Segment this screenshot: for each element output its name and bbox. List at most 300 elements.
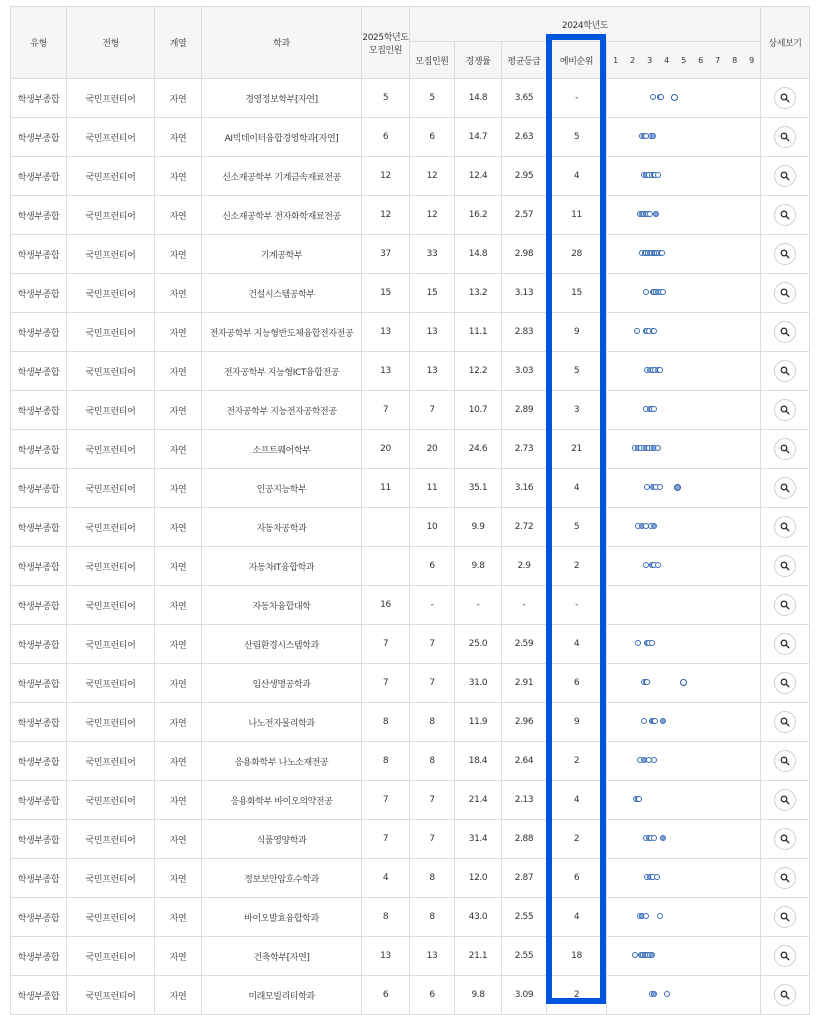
cell-field: 자연 — [155, 742, 202, 781]
cell-detail — [761, 430, 810, 469]
cell-detail — [761, 625, 810, 664]
search-icon — [780, 288, 790, 298]
cell-competition: 31.0 — [455, 664, 502, 703]
cell-type: 학생부종합 — [11, 469, 67, 508]
grade-dot — [635, 640, 641, 646]
detail-button[interactable] — [774, 789, 796, 811]
cell-waitlist: 11 — [547, 196, 607, 235]
cell-waitlist: 15 — [547, 274, 607, 313]
cell-waitlist: 9 — [547, 313, 607, 352]
detail-button[interactable] — [774, 321, 796, 343]
cell-track: 국민프런티어 — [67, 352, 155, 391]
cell-quota-2025: 7 — [362, 625, 410, 664]
cell-waitlist: - — [547, 586, 607, 625]
cell-competition: 12.2 — [455, 352, 502, 391]
detail-button[interactable] — [774, 516, 796, 538]
cell-quota-2025: 16 — [362, 586, 410, 625]
grade-dot — [632, 952, 638, 958]
table-row — [11, 898, 810, 937]
cell-quota-2024: 8 — [410, 703, 455, 742]
cell-avg-grade: 2.55 — [502, 937, 547, 976]
cell-avg-grade: 2.87 — [502, 859, 547, 898]
cell-grade-distribution — [607, 976, 761, 1015]
grade-dot — [651, 991, 657, 997]
cell-type: 학생부종합 — [11, 196, 67, 235]
table-row — [11, 430, 810, 469]
cell-quota-2025 — [362, 547, 410, 586]
grade-dot — [657, 367, 663, 373]
cell-avg-grade: 2.98 — [502, 235, 547, 274]
cell-quota-2024: 7 — [410, 625, 455, 664]
header-grade-scale — [607, 42, 761, 79]
cell-competition: 12.4 — [455, 157, 502, 196]
detail-button[interactable] — [774, 633, 796, 655]
grade-dot — [649, 640, 655, 646]
cell-avg-grade: 2.64 — [502, 742, 547, 781]
cell-detail — [761, 352, 810, 391]
cell-avg-grade: 3.03 — [502, 352, 547, 391]
cell-dept: 식품영양학과 — [202, 820, 362, 859]
cell-type: 학생부종합 — [11, 586, 67, 625]
search-icon — [780, 171, 790, 181]
cell-dept: 기계공학부 — [202, 235, 362, 274]
cell-detail — [761, 976, 810, 1015]
cell-type: 학생부종합 — [11, 781, 67, 820]
cell-detail — [761, 196, 810, 235]
cell-grade-distribution — [607, 742, 761, 781]
cell-type: 학생부종합 — [11, 313, 67, 352]
cell-grade-distribution — [607, 898, 761, 937]
cell-quota-2025: 7 — [362, 391, 410, 430]
grade-dot — [660, 289, 666, 295]
cell-grade-distribution — [607, 625, 761, 664]
cell-quota-2025: 12 — [362, 196, 410, 235]
header-field: 계열 — [155, 7, 202, 79]
detail-button[interactable] — [774, 438, 796, 460]
cell-quota-2024: 7 — [410, 664, 455, 703]
detail-button[interactable] — [774, 360, 796, 382]
scale-label: 4 — [664, 55, 669, 65]
cell-avg-grade: 2.91 — [502, 664, 547, 703]
cell-waitlist: 2 — [547, 976, 607, 1015]
detail-button[interactable] — [774, 984, 796, 1006]
cell-quota-2024: 7 — [410, 391, 455, 430]
grade-dot — [659, 250, 665, 256]
search-icon — [780, 600, 790, 610]
cell-grade-distribution — [607, 430, 761, 469]
cell-quota-2024: 7 — [410, 781, 455, 820]
cell-waitlist: 4 — [547, 157, 607, 196]
search-icon — [780, 756, 790, 766]
grade-dot — [651, 835, 657, 841]
search-icon — [780, 444, 790, 454]
cell-competition: 14.8 — [455, 235, 502, 274]
cell-quota-2025: 7 — [362, 781, 410, 820]
cell-field: 자연 — [155, 937, 202, 976]
cell-avg-grade: 2.96 — [502, 703, 547, 742]
cell-avg-grade: 2.59 — [502, 625, 547, 664]
detail-button[interactable] — [774, 204, 796, 226]
grade-dot — [651, 757, 657, 763]
detail-button[interactable] — [774, 555, 796, 577]
cell-competition: 21.4 — [455, 781, 502, 820]
table-row — [11, 79, 810, 118]
grade-dot — [634, 328, 640, 334]
cell-detail — [761, 469, 810, 508]
table-row — [11, 742, 810, 781]
cell-avg-grade: 2.63 — [502, 118, 547, 157]
cell-competition: 31.4 — [455, 820, 502, 859]
cell-grade-distribution — [607, 469, 761, 508]
cell-detail — [761, 79, 810, 118]
cell-avg-grade: 2.57 — [502, 196, 547, 235]
search-icon — [780, 249, 790, 259]
cell-waitlist: 5 — [547, 118, 607, 157]
detail-button[interactable] — [774, 243, 796, 265]
detail-button[interactable] — [774, 750, 796, 772]
search-icon — [780, 561, 790, 571]
cell-type: 학생부종합 — [11, 79, 67, 118]
cell-dept: 전자공학부 지능형ICT융합전공 — [202, 352, 362, 391]
cell-avg-grade: 2.83 — [502, 313, 547, 352]
table-row — [11, 157, 810, 196]
cell-field: 자연 — [155, 157, 202, 196]
cell-avg-grade: 2.89 — [502, 391, 547, 430]
cell-detail — [761, 664, 810, 703]
cell-dept: 산림환경시스템학과 — [202, 625, 362, 664]
cell-field: 자연 — [155, 430, 202, 469]
cell-type: 학생부종합 — [11, 430, 67, 469]
cell-quota-2024: 15 — [410, 274, 455, 313]
cell-detail — [761, 274, 810, 313]
cell-dept: 건축학부[자연] — [202, 937, 362, 976]
search-icon — [780, 639, 790, 649]
cell-dept: 정보보안암호수학과 — [202, 859, 362, 898]
table-row — [11, 196, 810, 235]
cell-detail — [761, 547, 810, 586]
cell-waitlist: 3 — [547, 391, 607, 430]
table-row — [11, 352, 810, 391]
cell-detail — [761, 859, 810, 898]
cell-quota-2025: 13 — [362, 937, 410, 976]
cell-quota-2024: 8 — [410, 742, 455, 781]
cell-avg-grade: 3.16 — [502, 469, 547, 508]
cell-quota-2025: 13 — [362, 313, 410, 352]
cell-quota-2025: 5 — [362, 79, 410, 118]
search-icon — [780, 951, 790, 961]
cell-track: 국민프런티어 — [67, 157, 155, 196]
cell-field: 자연 — [155, 820, 202, 859]
cell-quota-2024: 12 — [410, 196, 455, 235]
scale-label: 5 — [681, 55, 686, 65]
cell-detail — [761, 508, 810, 547]
cell-waitlist: 4 — [547, 781, 607, 820]
cell-dept: 소프트웨어학부 — [202, 430, 362, 469]
cell-detail — [761, 781, 810, 820]
cell-track: 국민프런티어 — [67, 79, 155, 118]
cell-dept: 미래모빌리티학과 — [202, 976, 362, 1015]
cell-dept: 나노전자물리학과 — [202, 703, 362, 742]
search-icon — [780, 93, 790, 103]
cell-track: 국민프런티어 — [67, 937, 155, 976]
grade-dot — [655, 172, 661, 178]
detail-button[interactable] — [774, 867, 796, 889]
grade-dot — [653, 211, 659, 217]
cell-quota-2024: 8 — [410, 898, 455, 937]
search-icon — [780, 795, 790, 805]
grade-dot — [664, 991, 670, 997]
cell-quota-2024: 6 — [410, 547, 455, 586]
cell-track: 국민프런티어 — [67, 859, 155, 898]
cell-type: 학생부종합 — [11, 352, 67, 391]
detail-button[interactable] — [774, 945, 796, 967]
cell-competition: 11.9 — [455, 703, 502, 742]
detail-button[interactable] — [774, 828, 796, 850]
cell-dept: 응용화학부 나노소재전공 — [202, 742, 362, 781]
cell-type: 학생부종합 — [11, 391, 67, 430]
cell-waitlist: 6 — [547, 664, 607, 703]
cell-quota-2024: 13 — [410, 313, 455, 352]
cell-track: 국민프런티어 — [67, 586, 155, 625]
grade-dot — [651, 406, 657, 412]
cell-type: 학생부종합 — [11, 703, 67, 742]
cell-field: 자연 — [155, 391, 202, 430]
cell-dept: 인공지능학부 — [202, 469, 362, 508]
cell-detail — [761, 118, 810, 157]
cell-field: 자연 — [155, 859, 202, 898]
grade-dot — [654, 874, 660, 880]
search-icon — [780, 405, 790, 415]
grade-dot — [658, 94, 664, 100]
cell-detail — [761, 820, 810, 859]
cell-quota-2025: 13 — [362, 352, 410, 391]
cell-competition: 43.0 — [455, 898, 502, 937]
cell-type: 학생부종합 — [11, 937, 67, 976]
cell-waitlist: 5 — [547, 352, 607, 391]
cell-type: 학생부종합 — [11, 664, 67, 703]
cell-waitlist: 6 — [547, 859, 607, 898]
cell-type: 학생부종합 — [11, 274, 67, 313]
cell-waitlist: 4 — [547, 625, 607, 664]
cell-dept: 자동차공학과 — [202, 508, 362, 547]
search-icon — [780, 717, 790, 727]
grade-dot — [657, 913, 663, 919]
cell-dept: AI빅데이터융합경영학과[자연] — [202, 118, 362, 157]
cell-grade-distribution — [607, 781, 761, 820]
cell-track: 국민프런티어 — [67, 469, 155, 508]
cell-quota-2025: 11 — [362, 469, 410, 508]
table-row — [11, 469, 810, 508]
cell-field: 자연 — [155, 118, 202, 157]
cell-track: 국민프런티어 — [67, 664, 155, 703]
cell-track: 국민프런티어 — [67, 196, 155, 235]
cell-type: 학생부종합 — [11, 859, 67, 898]
cell-field: 자연 — [155, 898, 202, 937]
cell-field: 자연 — [155, 469, 202, 508]
cell-type: 학생부종합 — [11, 235, 67, 274]
cell-dept: 신소재공학부 전자화학재료전공 — [202, 196, 362, 235]
cell-type: 학생부종합 — [11, 976, 67, 1015]
header-quota-2024: 모집인원 — [410, 42, 455, 79]
grade-dot — [657, 484, 663, 490]
table-row — [11, 703, 810, 742]
cell-grade-distribution — [607, 313, 761, 352]
cell-track: 국민프런티어 — [67, 508, 155, 547]
grade-dot — [674, 484, 681, 491]
detail-button[interactable] — [774, 126, 796, 148]
header-dept: 학과 — [202, 7, 362, 79]
table-row — [11, 664, 810, 703]
cell-detail — [761, 742, 810, 781]
table-row — [11, 859, 810, 898]
scale-label: 6 — [698, 55, 703, 65]
table-row — [11, 508, 810, 547]
cell-competition: 10.7 — [455, 391, 502, 430]
header-track: 전형 — [67, 7, 155, 79]
scale-label: 1 — [613, 55, 618, 65]
cell-track: 국민프런티어 — [67, 547, 155, 586]
cell-grade-distribution — [607, 820, 761, 859]
header-avg-grade: 평균등급 — [502, 42, 547, 79]
search-icon — [780, 483, 790, 493]
cell-track: 국민프런티어 — [67, 625, 155, 664]
detail-button[interactable] — [774, 477, 796, 499]
header-waitlist: 예비순위 — [547, 42, 607, 79]
search-icon — [780, 132, 790, 142]
scale-label: 3 — [647, 55, 652, 65]
search-icon — [780, 210, 790, 220]
detail-button[interactable] — [774, 282, 796, 304]
cell-grade-distribution — [607, 703, 761, 742]
cell-field: 자연 — [155, 976, 202, 1015]
detail-button[interactable] — [774, 399, 796, 421]
detail-button[interactable] — [774, 87, 796, 109]
grade-dot — [671, 94, 678, 101]
cell-detail — [761, 313, 810, 352]
cell-quota-2024: 7 — [410, 820, 455, 859]
table-row — [11, 391, 810, 430]
cell-field: 자연 — [155, 352, 202, 391]
cell-field: 자연 — [155, 274, 202, 313]
search-icon — [780, 912, 790, 922]
cell-track: 국민프런티어 — [67, 274, 155, 313]
cell-quota-2024: 12 — [410, 157, 455, 196]
cell-grade-distribution — [607, 391, 761, 430]
header-type: 유형 — [11, 7, 67, 79]
cell-grade-distribution — [607, 79, 761, 118]
cell-track: 국민프런티어 — [67, 976, 155, 1015]
cell-quota-2025: 4 — [362, 859, 410, 898]
cell-quota-2025: 20 — [362, 430, 410, 469]
cell-field: 자연 — [155, 79, 202, 118]
cell-competition: 18.4 — [455, 742, 502, 781]
scale-label: 8 — [732, 55, 737, 65]
cell-quota-2025: 6 — [362, 118, 410, 157]
cell-avg-grade: 3.13 — [502, 274, 547, 313]
cell-dept: 건설시스템공학부 — [202, 274, 362, 313]
cell-avg-grade: 2.95 — [502, 157, 547, 196]
grade-dot — [660, 835, 666, 841]
cell-grade-distribution — [607, 235, 761, 274]
cell-detail — [761, 235, 810, 274]
cell-dept: 전자공학부 지능전자공학전공 — [202, 391, 362, 430]
cell-track: 국민프런티어 — [67, 781, 155, 820]
cell-detail — [761, 586, 810, 625]
cell-grade-distribution — [607, 664, 761, 703]
cell-quota-2025: 7 — [362, 820, 410, 859]
cell-competition: 9.9 — [455, 508, 502, 547]
search-icon — [780, 522, 790, 532]
cell-grade-distribution — [607, 157, 761, 196]
cell-quota-2024: 5 — [410, 79, 455, 118]
grade-dot — [650, 94, 656, 100]
cell-track: 국민프런티어 — [67, 820, 155, 859]
cell-quota-2024: - — [410, 586, 455, 625]
grade-dot — [650, 133, 656, 139]
cell-competition: 11.1 — [455, 313, 502, 352]
cell-detail — [761, 703, 810, 742]
cell-track: 국민프런티어 — [67, 430, 155, 469]
cell-type: 학생부종합 — [11, 118, 67, 157]
table-row — [11, 547, 810, 586]
cell-competition: 21.1 — [455, 937, 502, 976]
cell-waitlist: 2 — [547, 547, 607, 586]
cell-field: 자연 — [155, 313, 202, 352]
search-icon — [780, 873, 790, 883]
cell-avg-grade: - — [502, 586, 547, 625]
cell-grade-distribution — [607, 547, 761, 586]
cell-quota-2024: 11 — [410, 469, 455, 508]
grade-dot — [680, 679, 687, 686]
cell-quota-2025: 12 — [362, 157, 410, 196]
table-row — [11, 313, 810, 352]
table-row — [11, 274, 810, 313]
grade-dot — [644, 679, 650, 685]
cell-competition: 12.0 — [455, 859, 502, 898]
cell-field: 자연 — [155, 781, 202, 820]
cell-field: 자연 — [155, 508, 202, 547]
cell-track: 국민프런티어 — [67, 118, 155, 157]
detail-button[interactable] — [774, 672, 796, 694]
detail-button[interactable] — [774, 594, 796, 616]
cell-field: 자연 — [155, 196, 202, 235]
detail-button[interactable] — [774, 711, 796, 733]
cell-grade-distribution — [607, 196, 761, 235]
cell-dept: 임산생명공학과 — [202, 664, 362, 703]
cell-track: 국민프런티어 — [67, 898, 155, 937]
cell-quota-2025: 8 — [362, 898, 410, 937]
cell-track: 국민프런티어 — [67, 313, 155, 352]
cell-waitlist: 5 — [547, 508, 607, 547]
cell-grade-distribution — [607, 274, 761, 313]
scale-label: 9 — [749, 55, 754, 65]
cell-field: 자연 — [155, 703, 202, 742]
cell-waitlist: 4 — [547, 898, 607, 937]
search-icon — [780, 990, 790, 1000]
cell-detail — [761, 157, 810, 196]
cell-detail — [761, 937, 810, 976]
detail-button[interactable] — [774, 906, 796, 928]
cell-waitlist: 2 — [547, 820, 607, 859]
cell-avg-grade: 2.88 — [502, 820, 547, 859]
detail-button[interactable] — [774, 165, 796, 187]
table-row — [11, 118, 810, 157]
cell-type: 학생부종합 — [11, 898, 67, 937]
cell-dept: 신소재공학부 기계금속재료전공 — [202, 157, 362, 196]
cell-waitlist: - — [547, 79, 607, 118]
search-icon — [780, 327, 790, 337]
grade-dot — [636, 796, 642, 802]
